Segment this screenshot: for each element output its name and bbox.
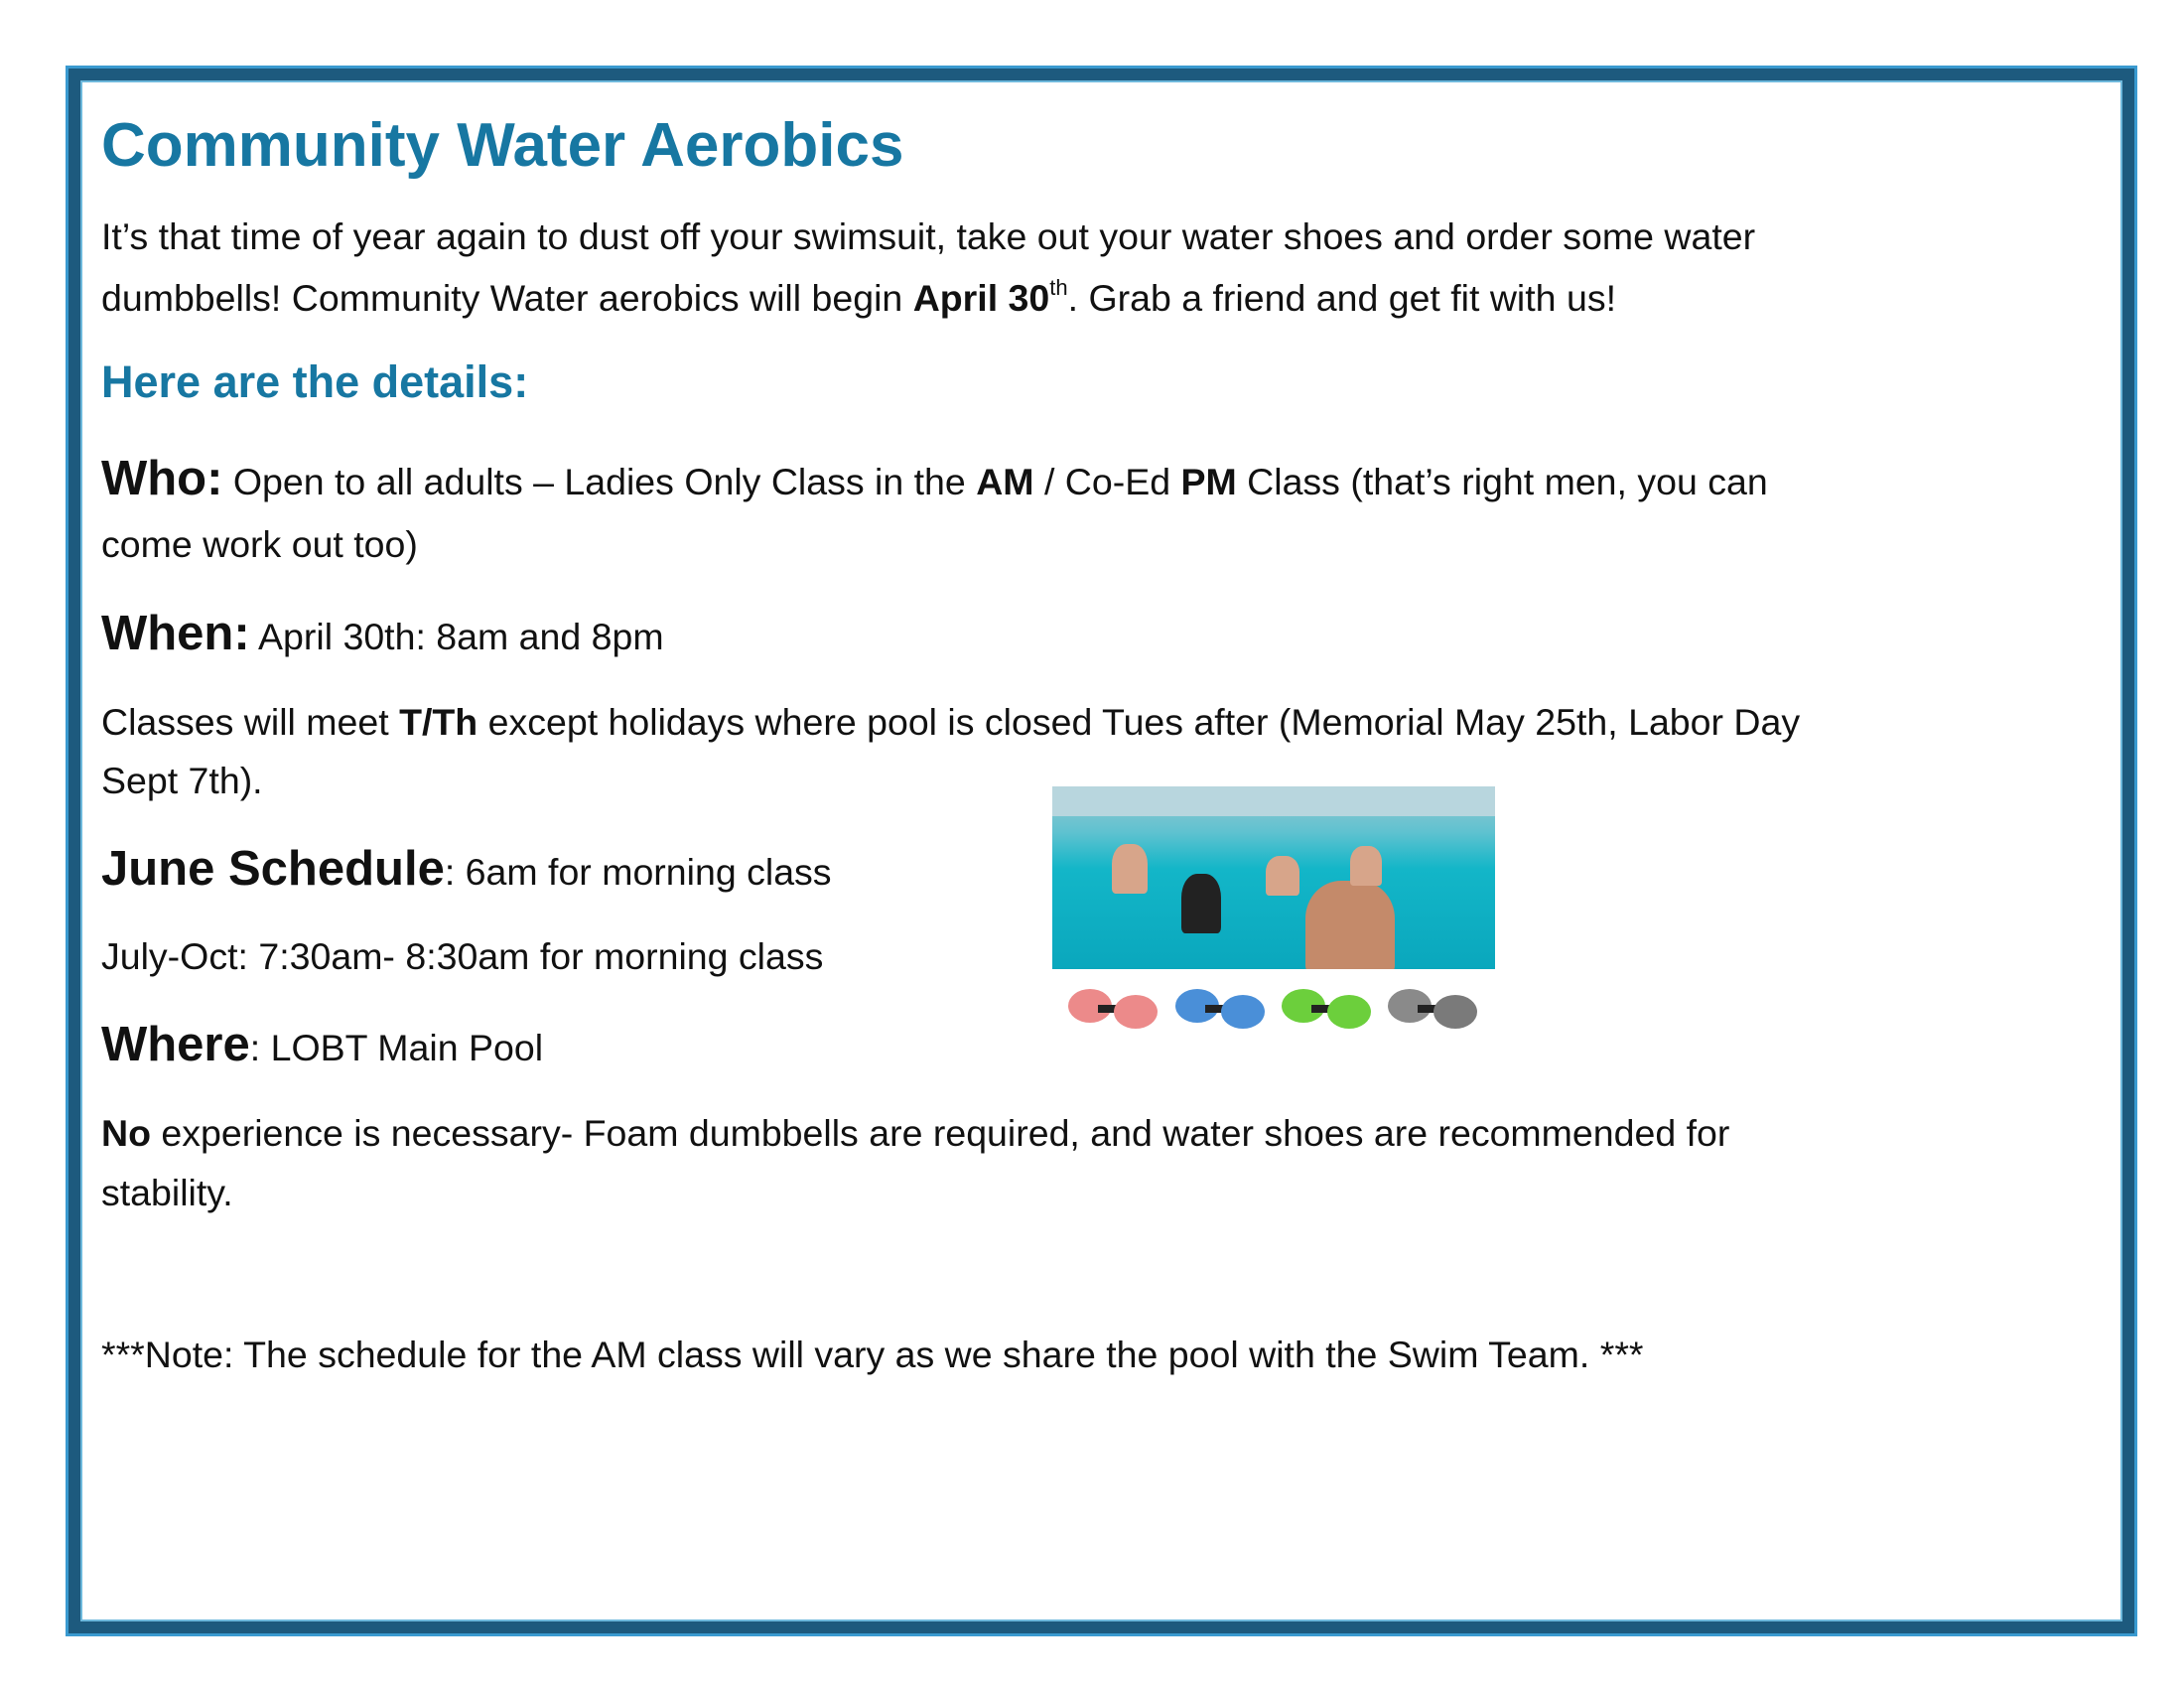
when-label: When: xyxy=(101,607,250,660)
experience-line xyxy=(101,1112,1730,1154)
experience-text: experience is necessary- Foam dumbbells are required, and water shoes are recommended for xyxy=(151,1112,1730,1154)
where-line xyxy=(101,1018,544,1071)
when-text: April 30th: 8am and 8pm xyxy=(249,616,664,657)
start-date-suffix: th xyxy=(1049,275,1068,300)
green-dumbbell-icon xyxy=(1282,989,1373,1031)
who-text: Open to all adults – Ladies Only Class in the xyxy=(222,461,977,502)
who-text-2: / Co-Ed xyxy=(1033,461,1181,502)
classes-text: Classes will meet xyxy=(101,701,400,743)
intro-text: dumbbells! Community Water aerobics will begin xyxy=(101,277,913,319)
classes-line-2: Sept 7th). xyxy=(101,760,263,801)
who-line xyxy=(101,452,1768,505)
june-label: June Schedule xyxy=(101,842,445,896)
classes-days: T/Th xyxy=(399,701,478,743)
june-text: : 6am for morning class xyxy=(444,851,832,893)
page-title: Community Water Aerobics xyxy=(101,111,904,180)
june-line xyxy=(101,842,832,896)
blue-dumbbell-icon xyxy=(1175,989,1267,1031)
where-text: : LOBT Main Pool xyxy=(249,1027,544,1068)
classes-line xyxy=(101,701,1801,743)
gray-dumbbell-icon xyxy=(1388,989,1479,1031)
who-pm: PM xyxy=(1180,461,1237,502)
intro-text-end: . Grab a friend and get fit with us! xyxy=(1067,277,1616,319)
start-date: April 30 xyxy=(912,277,1050,319)
who-text-3: Class (that’s right men, you can xyxy=(1236,461,1768,502)
intro-line-2 xyxy=(101,277,1616,318)
who-am: AM xyxy=(976,461,1034,502)
who-line-2: come work out too) xyxy=(101,523,418,565)
classes-text-2: except holidays where pool is closed Tues after (Memorial May 25th, Labor Day xyxy=(478,701,1801,743)
pink-dumbbell-icon xyxy=(1068,989,1160,1031)
who-label: Who: xyxy=(101,452,223,505)
july-line: July-Oct: 7:30am- 8:30am for morning class xyxy=(101,935,824,977)
experience-no: No xyxy=(101,1112,151,1154)
note-line: ***Note: The schedule for the AM class will vary as we share the pool with the Swim Team. *** xyxy=(101,1334,1644,1375)
experience-line-2: stability. xyxy=(101,1172,233,1213)
where-label: Where xyxy=(101,1018,250,1071)
details-heading: Here are the details: xyxy=(101,356,529,407)
when-line xyxy=(101,607,664,660)
water-aerobics-photo xyxy=(1052,786,1495,969)
intro-line-1: It’s that time of year again to dust off your swimsuit, take out your water shoes and order some water xyxy=(101,215,1756,257)
